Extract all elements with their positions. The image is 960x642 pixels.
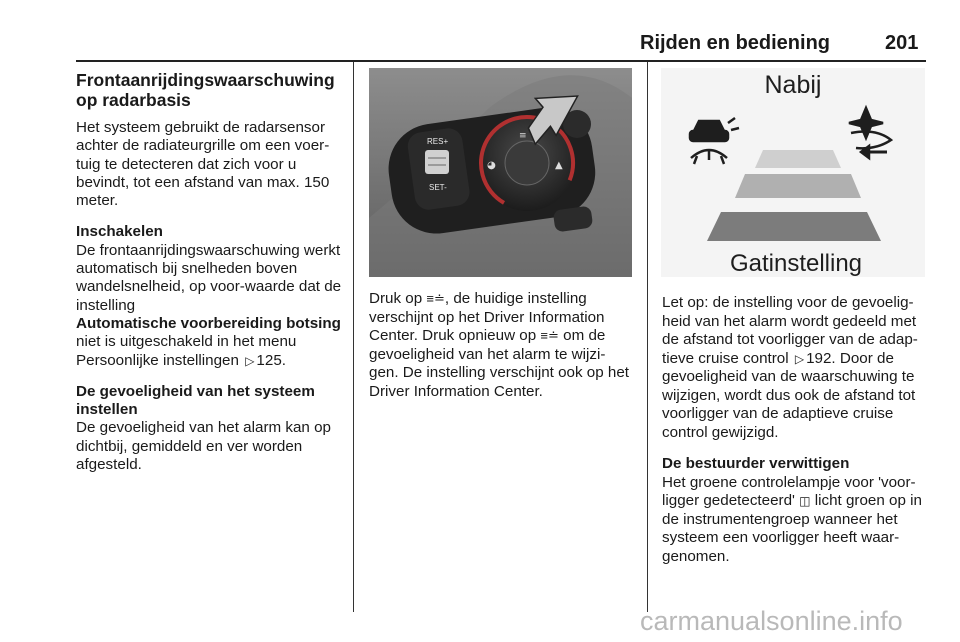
column-1	[76, 70, 342, 487]
note-text-2: Door de gevoeligheid van de waarschuwing te wijzigen, wordt dus ook de afstand tot voorligger van de adaptieve cruise control gewijzigd.	[662, 349, 916, 441]
intro-paragraph: Het systeem gebruikt de radarsensor achter de radiateurgrille om een voer-tuig te detecteren dat zich voor u bevindt, tot een afstand van max. 150 meter.	[76, 119, 330, 210]
subheading-sensitivity: De gevoeligheid van het systeem instellen	[76, 382, 315, 419]
instruction-paragraph	[369, 290, 632, 402]
alert-paragraph	[662, 455, 928, 566]
sensitivity-text: De gevoeligheid van het alarm kan op dichtbij, gemiddeld en ver worden afgesteld.	[76, 419, 331, 474]
enable-text-2: niet is uitgeschakeld in het menu Persoonlijke instellingen	[76, 333, 297, 369]
section-heading: Frontaanrijdingswaarschuwing op radarbasis	[76, 70, 335, 110]
setting-name: Automatische voorbereiding botsing	[76, 314, 341, 332]
gap-setting-icon: ≡≐	[540, 328, 559, 344]
page-ref-icon: ▷	[794, 351, 805, 366]
sensitivity-paragraph	[76, 383, 342, 474]
page-ref-icon: ▷	[245, 353, 255, 368]
vehicle-ahead-icon: ◫	[799, 494, 811, 508]
instruction-text-2: , de huidige instelling verschijnt op het Driver Information Center. Druk opnieuw op	[369, 290, 605, 345]
display-illustration	[661, 68, 925, 277]
instruction-text-3: om de gevoeligheid van het alarm te wijzi-gen. De instelling verschijnt ook op het Driver Information Center.	[369, 327, 630, 400]
enable-text: De frontaanrijdingswaarschuwing werkt automatisch bij snelheden boven wandelsnelheid, op voor-waarde dat de instelling	[76, 241, 342, 314]
res-label: RES+	[427, 137, 449, 146]
instruction-text-1: Druk op	[369, 290, 423, 307]
page-ref[interactable]: 125.	[256, 351, 286, 369]
svg-text:≡: ≡	[519, 131, 527, 141]
svg-text:◕: ◕	[487, 160, 496, 171]
note-text-1: Let op: de instelling voor de gevoelig-heid van het alarm wordt gedeeld met de afstand tot voorligger van de adap-tieve cruise control	[662, 294, 918, 367]
column-3	[662, 294, 928, 579]
display-subtitle: Gatinstelling	[729, 250, 863, 277]
watermark: carmanualsonline.info	[640, 606, 903, 636]
page-number: 201	[885, 32, 919, 54]
column-divider	[647, 62, 648, 612]
alert-text-2: licht groen op in de instrumentengroep wanneer het systeem een voorligger heeft waar-genomen.	[662, 492, 922, 565]
page-ref[interactable]: 192.	[806, 349, 836, 367]
steering-wheel-illustration	[369, 68, 632, 277]
subheading-alert: De bestuurder verwittigen	[662, 455, 850, 472]
gap-setting-icon: ≡≐	[426, 291, 445, 306]
set-label: SET-	[429, 183, 447, 192]
alert-text-1: Het groene controlelampje voor 'voor-ligger gedetecteerd'	[662, 473, 916, 509]
header-rule	[76, 60, 926, 62]
column-divider	[353, 62, 354, 612]
display-title: Nabij	[764, 71, 822, 99]
running-header: Rijden en bediening	[640, 32, 831, 54]
enable-paragraph	[76, 223, 342, 369]
svg-text:▲: ▲	[555, 160, 563, 171]
note-paragraph	[662, 294, 928, 442]
column-2	[369, 290, 632, 415]
subheading-enable: Inschakelen	[76, 223, 163, 241]
